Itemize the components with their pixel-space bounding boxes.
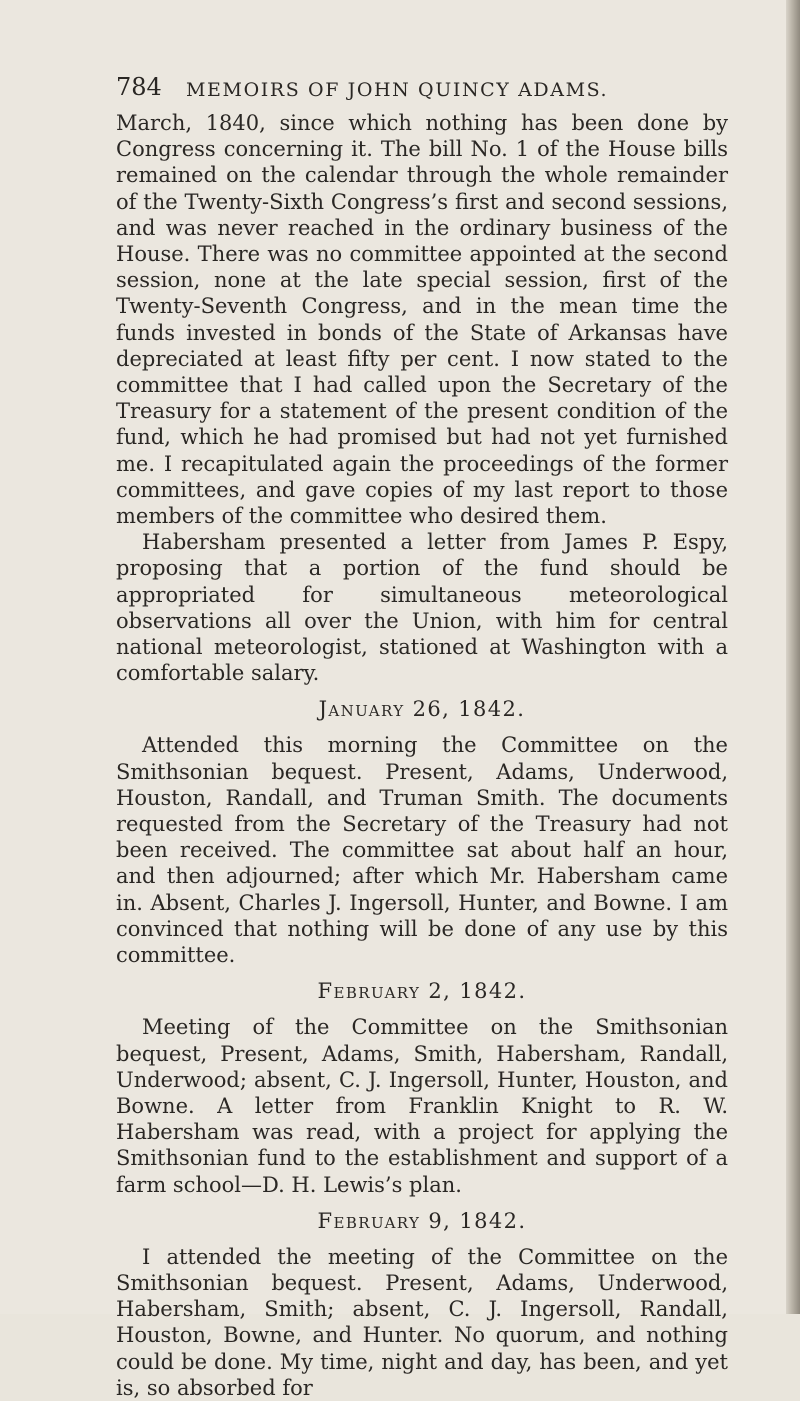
page-number: 784 xyxy=(116,73,162,101)
entry-date-jan-26: January 26, 1842. xyxy=(318,697,526,722)
paragraph-continuation: March, 1840, since which nothing has been done by Congress concerning it. The bill No. 1 of the House bills remained on the calendar through the whole remainder of the Twenty-Sixth Congress’s first and second sessions, and was never reached in the ordinary business of the House. There was no committee appointed at the second session, none at the late special session, first of the Twenty-Seventh Congress, and in the mean time the funds invested in bonds of the State of Arkansas have depreciated at least fifty per cent. I now stated to the committee that I had called upon the Secretary of the Treasury for a statement of the present condition of the fund, which he had promised but had not yet furnished me. I recapitulated again the proceedings of the former committees, and gave copies of my last report to those members of the committee who desired them. xyxy=(116,111,728,529)
running-title: MEMOIRS OF JOHN QUINCY ADAMS. xyxy=(186,79,609,101)
paragraph-espy-letter: Habersham presented a letter from James P. Espy, proposing that a portion of the fund should be appropriated for simultaneous meteorological observations all over the Union, with him for central national meteorologist, stationed at Washington with a comfortable salary. xyxy=(116,530,728,686)
paragraph-feb-2: Meeting of the Committee on the Smithsonian bequest, Present, Adams, Smith, Habersham, Randall, Underwood; absent, C. J. Ingersoll, Hunter, Houston, and Bowne. A letter from Franklin Knight to R. W. Habersham was read, with a project for applying the Smithsonian fund to the establishment and support of a farm school—D. H. Lewis’s plan. xyxy=(116,1015,728,1197)
page-binding-edge xyxy=(786,0,800,1314)
entry-date-feb-9: February 9, 1842. xyxy=(317,1208,527,1233)
page-header xyxy=(116,72,726,106)
paragraph-feb-9: I attended the meeting of the Committee on the Smithsonian bequest. Present, Adams, Underwood, Habersham, Smith; absent, C. J. Ingersoll, Randall, Houston, Bowne, and Hunter. No quorum, and nothing could be done. My time, night and day, has been, and yet is, so absorbed for xyxy=(116,1244,728,1400)
page-body xyxy=(116,110,728,1401)
entry-date-feb-2: February 2, 1842. xyxy=(317,979,527,1004)
paragraph-jan-26: Attended this morning the Committee on the Smithsonian bequest. Present, Adams, Underwood, Houston, Randall, and Truman Smith. The documents requested from the Secretary of the Treasury had not been received. The committee sat about half an hour, and then adjourned; after which Mr. Habersham came in. Absent, Charles J. Ingersoll, Hunter, and Bowne. I am convinced that nothing will be done of any use by this committee. xyxy=(116,733,728,968)
